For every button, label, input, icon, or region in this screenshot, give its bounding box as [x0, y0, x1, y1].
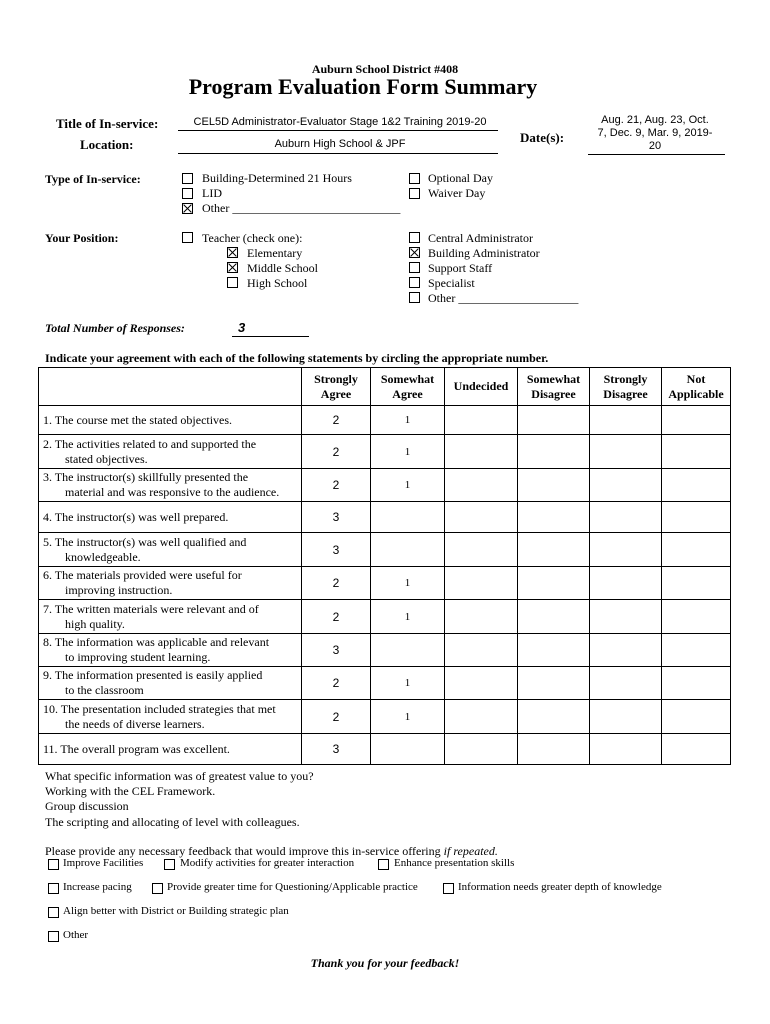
undecided-count — [445, 533, 518, 567]
position-support-label: Support Staff — [428, 261, 493, 275]
value-answer-1: Working with the CEL Framework. — [45, 784, 216, 798]
somewhat-agree-count: 1 — [371, 406, 445, 435]
feedback-pacing-label: Increase pacing — [63, 881, 132, 893]
header-strongly-disagree: Strongly Disagree — [590, 368, 662, 406]
somewhat-agree-count — [371, 502, 445, 533]
table-header-row — [39, 368, 731, 406]
position-other-label: Other ____________________ — [428, 291, 579, 305]
table-row — [39, 502, 731, 533]
strongly-disagree-count — [590, 700, 662, 734]
not-applicable-count — [662, 502, 731, 533]
thank-you-note: Thank you for your feedback! — [310, 956, 460, 970]
somewhat-disagree-count — [518, 700, 590, 734]
strongly-agree-count: 3 — [302, 502, 371, 533]
undecided-count — [445, 502, 518, 533]
table-row — [39, 667, 731, 700]
header-strongly-agree: Strongly Agree — [302, 368, 371, 406]
somewhat-disagree-count — [518, 734, 590, 765]
not-applicable-count — [662, 634, 731, 667]
position-teacher-label: Teacher (check one): — [202, 231, 303, 245]
position-specialist-label: Specialist — [428, 276, 475, 290]
table-row — [39, 533, 731, 567]
statement-text: 3. The instructor(s) skillfully presented the — [43, 470, 249, 484]
position-checkbox-teacher[interactable] — [182, 232, 193, 243]
strongly-agree-count: 3 — [302, 533, 371, 567]
statement-text-continued: high quality. — [65, 616, 125, 631]
not-applicable-count — [662, 469, 731, 502]
statement-cell — [39, 667, 302, 700]
strongly-agree-count: 3 — [302, 734, 371, 765]
type-checkbox-optional[interactable] — [409, 173, 420, 184]
statement-cell — [39, 700, 302, 734]
feedback-checkbox-questioning[interactable] — [152, 883, 163, 894]
feedback-align-label: Align better with District or Building strategic plan — [63, 905, 289, 917]
position-label: Your Position: — [45, 231, 119, 245]
somewhat-disagree-count — [518, 634, 590, 667]
header-somewhat-disagree: Somewhat Disagree — [518, 368, 590, 406]
page-title: Program Evaluation Form Summary — [188, 74, 538, 99]
strongly-disagree-count — [590, 533, 662, 567]
table-row — [39, 734, 731, 765]
somewhat-agree-count: 1 — [371, 700, 445, 734]
strongly-disagree-count — [590, 502, 662, 533]
header-undecided: Undecided — [445, 368, 518, 406]
header-not-applicable: Not Applicable — [662, 368, 731, 406]
type-option-optional: Optional Day — [428, 171, 493, 185]
undecided-count — [445, 634, 518, 667]
strongly-agree-count: 2 — [302, 406, 371, 435]
undecided-count — [445, 435, 518, 469]
statement-text: 10. The presentation included strategies that met — [43, 701, 276, 716]
type-option-building: Building-Determined 21 Hours — [202, 171, 352, 185]
statement-cell — [39, 734, 302, 765]
table-row — [39, 567, 731, 600]
title-underline — [178, 130, 498, 131]
statement-text-continued: stated objectives. — [65, 451, 148, 466]
somewhat-agree-count: 1 — [371, 600, 445, 634]
responses-label: Total Number of Responses: — [45, 321, 185, 335]
strongly-disagree-count — [590, 567, 662, 600]
table-row — [39, 600, 731, 634]
somewhat-disagree-count — [518, 469, 590, 502]
strongly-disagree-count — [590, 600, 662, 634]
strongly-agree-count: 2 — [302, 435, 371, 469]
somewhat-agree-count: 1 — [371, 567, 445, 600]
somewhat-agree-count: 1 — [371, 435, 445, 469]
feedback-checkbox-facilities[interactable] — [48, 859, 59, 870]
somewhat-disagree-count — [518, 435, 590, 469]
statement-cell — [39, 600, 302, 634]
not-applicable-count — [662, 435, 731, 469]
feedback-modify-label: Modify activities for greater interaction — [180, 857, 355, 869]
statement-text: 11. The overall program was excellent. — [43, 741, 230, 756]
responses-value: 3 — [238, 320, 246, 335]
feedback-checkbox-enhance[interactable] — [378, 859, 389, 870]
somewhat-agree-count — [371, 533, 445, 567]
feedback-checkbox-modify[interactable] — [164, 859, 175, 870]
strongly-agree-count: 2 — [302, 700, 371, 734]
not-applicable-count — [662, 533, 731, 567]
position-checkbox-building-admin[interactable] — [409, 247, 420, 258]
statement-cell — [39, 469, 302, 502]
not-applicable-count — [662, 667, 731, 700]
responses-underline — [232, 336, 309, 337]
statement-text: 2. The activities related to and supported the — [43, 436, 257, 451]
undecided-count — [445, 567, 518, 600]
table-row — [39, 634, 731, 667]
strongly-disagree-count — [590, 734, 662, 765]
not-applicable-count — [662, 406, 731, 435]
feedback-checkbox-pacing[interactable] — [48, 883, 59, 894]
location-label: Location: — [80, 137, 134, 152]
position-checkbox-support[interactable] — [409, 262, 420, 273]
location-value: Auburn High School & JPF — [274, 138, 406, 150]
strongly-agree-count: 2 — [302, 667, 371, 700]
position-central-label: Central Administrator — [428, 231, 533, 245]
statement-text-continued: the needs of diverse learners. — [65, 716, 205, 731]
dates-value-2: 7, Dec. 9, Mar. 9, 2019- — [597, 127, 713, 139]
position-building-admin-label: Building Administrator — [428, 246, 540, 260]
statement-text-continued: to the classroom — [65, 683, 144, 697]
strongly-agree-count: 2 — [302, 469, 371, 502]
statement-cell — [39, 533, 302, 567]
type-option-lid: LID — [202, 186, 222, 200]
feedback-prompt: Please provide any necessary feedback that would improve this in-service offering if repeated. — [45, 844, 498, 858]
strongly-agree-count: 3 — [302, 634, 371, 667]
statement-text: 7. The written materials were relevant and of — [43, 601, 259, 616]
strongly-agree-count: 2 — [302, 567, 371, 600]
table-row — [39, 469, 731, 502]
feedback-facilities-label: Improve Facilities — [63, 857, 144, 869]
statement-text-continued: to improving student learning. — [65, 650, 211, 664]
somewhat-agree-count: 1 — [371, 469, 445, 502]
type-checkbox-waiver[interactable] — [409, 188, 420, 199]
position-checkbox-elementary[interactable] — [227, 247, 238, 258]
table-instruction: Indicate your agreement with each of the following statements by circling the appropriate number. — [45, 351, 549, 365]
feedback-other-label: Other — [63, 929, 89, 941]
dates-value-3: 20 — [648, 140, 662, 152]
statement-text: 4. The instructor(s) was well prepared. — [43, 509, 229, 524]
value-answer-2: Group discussion — [45, 799, 129, 813]
type-checkbox-other[interactable] — [182, 203, 193, 214]
title-label: Title of In-service: — [56, 116, 159, 131]
strongly-disagree-count — [590, 634, 662, 667]
undecided-count — [445, 469, 518, 502]
table-row — [39, 406, 731, 435]
somewhat-disagree-count — [518, 567, 590, 600]
value-answer-3: The scripting and allocating of level with colleagues. — [45, 815, 300, 829]
somewhat-disagree-count — [518, 600, 590, 634]
position-checkbox-middle[interactable] — [227, 262, 238, 273]
feedback-checkbox-other[interactable] — [48, 931, 59, 942]
header-somewhat-agree: Somewhat Agree — [371, 368, 445, 406]
dates-value-1: Aug. 21, Aug. 23, Oct. — [601, 114, 709, 126]
type-checkbox-lid[interactable] — [182, 188, 193, 199]
somewhat-agree-count: 1 — [371, 667, 445, 700]
undecided-count — [445, 700, 518, 734]
location-underline — [178, 153, 498, 154]
somewhat-agree-count — [371, 634, 445, 667]
statement-text: 8. The information was applicable and relevant — [43, 635, 270, 649]
somewhat-disagree-count — [518, 406, 590, 435]
not-applicable-count — [662, 734, 731, 765]
statement-text: 1. The course met the stated objectives. — [43, 412, 233, 427]
value-question: What specific information was of greatest value to you? — [45, 769, 314, 783]
statement-header-cell — [39, 368, 302, 406]
not-applicable-count — [662, 600, 731, 634]
position-high-label: High School — [247, 276, 308, 290]
position-middle-label: Middle School — [247, 261, 318, 275]
undecided-count — [445, 734, 518, 765]
position-checkbox-other[interactable] — [409, 292, 420, 303]
statement-text: 5. The instructor(s) was well qualified and — [43, 534, 247, 549]
feedback-depth-label: Information needs greater depth of knowledge — [458, 881, 662, 893]
statement-cell — [39, 567, 302, 600]
table-row — [39, 700, 731, 734]
title-value: CEL5D Administrator-Evaluator Stage 1&2 Training 2019-20 — [193, 116, 487, 128]
undecided-count — [445, 600, 518, 634]
table-row — [39, 435, 731, 469]
dates-label: Date(s): — [520, 130, 565, 145]
statement-text-continued: knowledgeable. — [65, 549, 141, 564]
not-applicable-count — [662, 700, 731, 734]
statement-cell — [39, 634, 302, 667]
strongly-agree-count: 2 — [302, 600, 371, 634]
statement-cell — [39, 435, 302, 469]
type-option-other: Other ____________________________ — [202, 201, 401, 215]
feedback-checkbox-depth[interactable] — [443, 883, 454, 894]
type-checkbox-building[interactable] — [182, 173, 193, 184]
statement-cell — [39, 502, 302, 533]
statement-cell — [39, 406, 302, 435]
type-label: Type of In-service: — [45, 172, 141, 186]
somewhat-disagree-count — [518, 533, 590, 567]
strongly-disagree-count — [590, 469, 662, 502]
feedback-enhance-label: Enhance presentation skills — [394, 857, 515, 869]
undecided-count — [445, 406, 518, 435]
feedback-checkbox-align[interactable] — [48, 907, 59, 918]
position-elementary-label: Elementary — [247, 246, 303, 260]
strongly-disagree-count — [590, 435, 662, 469]
strongly-disagree-count — [590, 667, 662, 700]
district-name: Auburn School District #408 — [311, 62, 459, 76]
position-checkbox-high[interactable] — [227, 277, 238, 288]
statement-text: 9. The information presented is easily applied — [43, 668, 263, 682]
undecided-count — [445, 667, 518, 700]
strongly-disagree-count — [590, 406, 662, 435]
statement-text: 6. The materials provided were useful for — [43, 568, 242, 582]
not-applicable-count — [662, 567, 731, 600]
statement-text-continued: material and was responsive to the audience. — [65, 485, 280, 499]
somewhat-agree-count — [371, 734, 445, 765]
statement-text-continued: improving instruction. — [65, 583, 173, 597]
position-checkbox-specialist[interactable] — [409, 277, 420, 288]
type-option-waiver: Waiver Day — [428, 186, 486, 200]
dates-underline — [588, 154, 725, 155]
feedback-questioning-label: Provide greater time for Questioning/Applicable practice — [167, 881, 418, 893]
evaluation-table — [38, 367, 731, 765]
somewhat-disagree-count — [518, 502, 590, 533]
somewhat-disagree-count — [518, 667, 590, 700]
position-checkbox-central[interactable] — [409, 232, 420, 243]
